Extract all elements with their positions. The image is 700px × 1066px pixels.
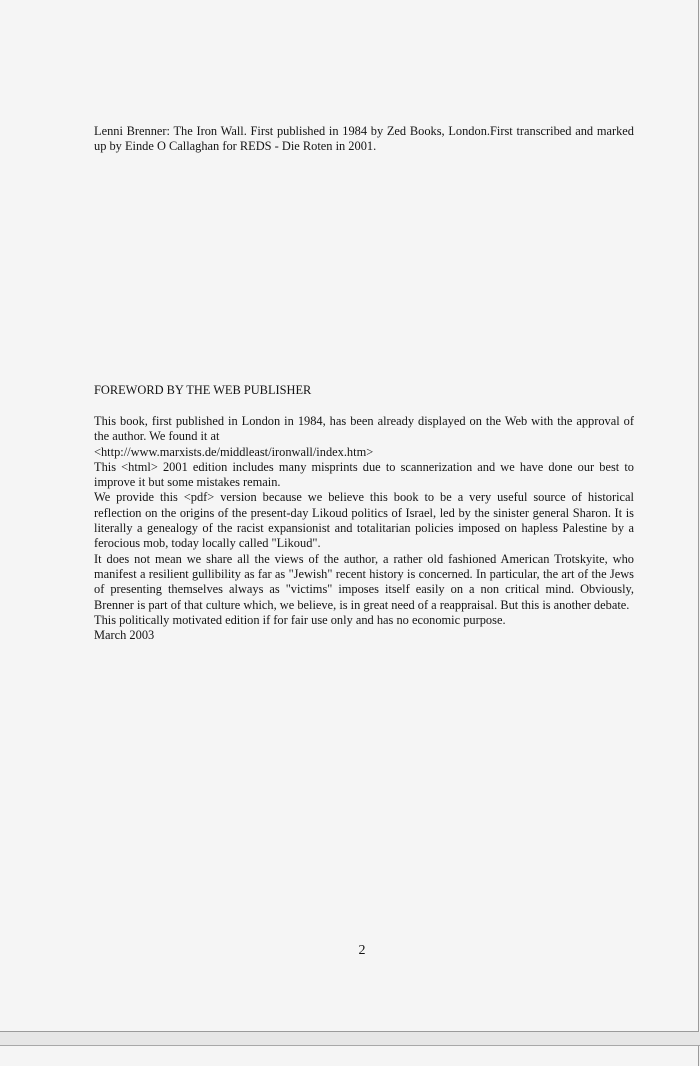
page-number: 2 <box>358 943 366 958</box>
next-page-edge <box>0 1046 699 1066</box>
foreword-heading: FOREWORD BY THE WEB PUBLISHER <box>94 383 312 397</box>
source-url: <http://www.marxists.de/middleast/ironwall/index.htm> <box>94 444 374 459</box>
foreword-body <box>94 414 634 643</box>
foreword-paragraph-5: This politically motivated edition if for fair use only and has no economic purpose. <box>94 612 506 627</box>
foreword-paragraph-1: This book, first published in London in 1984, has been already displayed on the Web with the approval of the author. We found it at <box>94 414 634 444</box>
foreword-paragraph-4: It does not mean we share all the views of the author, a rather old fashioned American Trotskyite, who manifest a resilient gullibility as far as "Jewish" recent history is concerned. In particular, the art of the Jews of presenting themselves always as "victims" imposes itself easily on a non critical mind. Obviously, Brenner is part of that culture which, we believe, is in great need of a reappraisal. But this is another debate. <box>94 551 634 612</box>
foreword-paragraph-2: This <html> 2001 edition includes many misprints due to scannerization and we have done our best to improve it but some mistakes remain. <box>94 459 634 490</box>
page-gap <box>0 1032 700 1046</box>
foreword-date: March 2003 <box>94 628 155 643</box>
foreword-paragraph-3: We provide this <pdf> version because we believe this book to be a very useful source of historical reflection on the origins of the present-day Likoud politics of Israel, led by the sinister general Sharon. It is literally a genealogy of the racist expansionist and totalitarian policies imposed on hapless Palestine by a ferocious mob, today locally called "Likoud". <box>94 490 634 551</box>
citation-paragraph: Lenni Brenner: The Iron Wall. First published in 1984 by Zed Books, London.First transcribed and marked up by Einde O Callaghan for REDS - Die Roten in 2001. <box>94 124 634 154</box>
